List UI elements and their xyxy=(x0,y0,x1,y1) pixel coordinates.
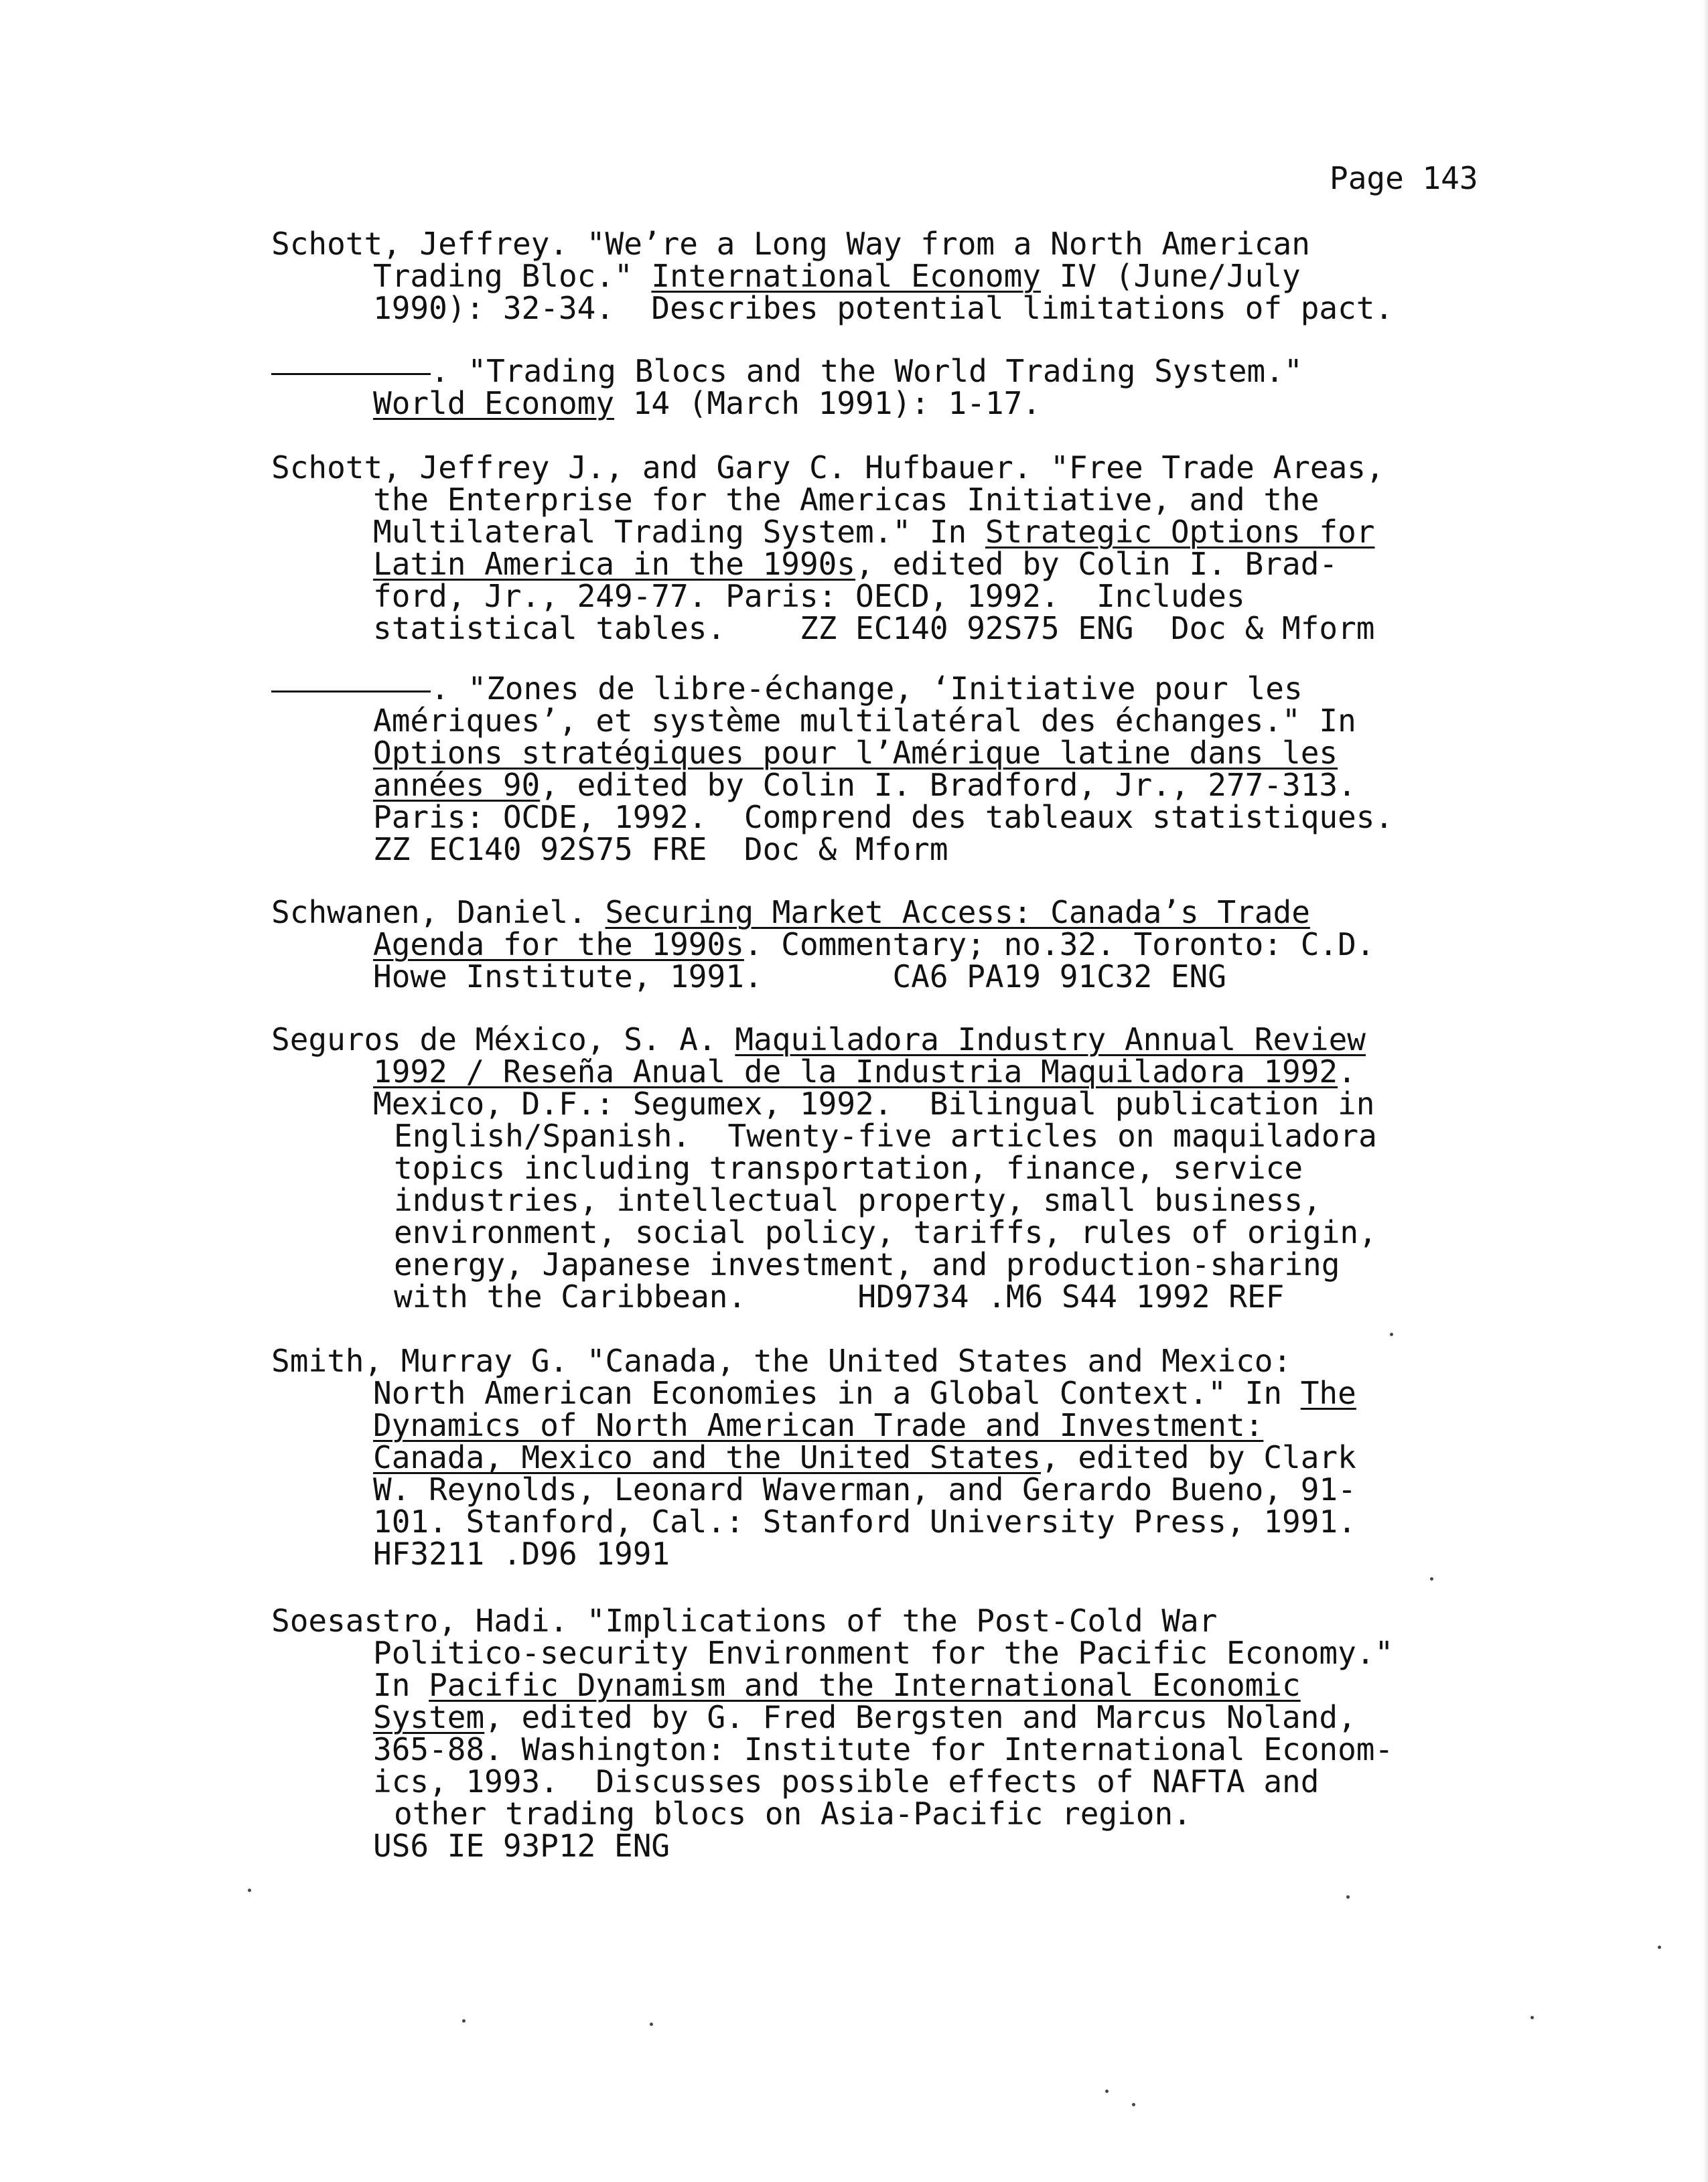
entry-line: Multilateral Trading System." In Strategic Options for xyxy=(373,514,1375,550)
entry-line: the Enterprise for the Americas Initiative, and the xyxy=(373,482,1320,518)
entry-line: topics including transportation, finance, service xyxy=(394,1150,1303,1186)
entry-line: Mexico, D.F.: Segumex, 1992. Bilingual publication in xyxy=(373,1086,1375,1122)
entry-line: Schott, Jeffrey. "We’re a Long Way from a North American xyxy=(271,226,1310,262)
scan-speck xyxy=(1132,2103,1135,2106)
journal-title: World Economy xyxy=(373,385,615,421)
scan-speck xyxy=(248,1889,251,1892)
scan-speck xyxy=(462,2019,466,2023)
entry-line: . "Trading Blocs and the World Trading System." xyxy=(271,355,1517,387)
entry-line: Agenda for the 1990s. Commentary; no.32. Toronto: C.D. xyxy=(373,926,1375,962)
entry-line: années 90, edited by Colin I. Bradford, Jr., 277-313. xyxy=(373,767,1356,803)
book-title: années 90 xyxy=(373,767,541,803)
entry-line: energy, Japanese investment, and production-sharing xyxy=(394,1246,1340,1283)
journal-title: International Economy xyxy=(651,258,1042,294)
bibliography-entry xyxy=(271,672,1517,865)
book-title: Options stratégiques pour l’Amérique latine dans les xyxy=(373,735,1338,771)
book-title: Agenda for the 1990s xyxy=(373,926,744,962)
entry-line: Latin America in the 1990s, edited by Colin I. Brad- xyxy=(373,546,1338,582)
entry-line: industries, intellectual property, small business, xyxy=(394,1182,1322,1218)
entry-line: W. Reynolds, Leonard Waverman, and Gerardo Bueno, 91- xyxy=(373,1471,1356,1508)
book-title: Securing Market Access: Canada’s Trade xyxy=(605,894,1310,930)
bibliography-entry xyxy=(271,451,1517,644)
repeated-author-rule xyxy=(271,373,431,375)
entry-line: World Economy 14 (March 1991): 1-17. xyxy=(373,385,1042,421)
entry-line: ZZ EC140 92S75 FRE Doc & Mform xyxy=(373,831,948,867)
entry-line: Amériques’, et système multilatéral des échanges." In xyxy=(373,703,1356,739)
entry-line: 1992 / Reseña Anual de la Industria Maquiladora 1992. xyxy=(373,1053,1356,1090)
page-number: Page 143 xyxy=(1330,160,1478,196)
book-title: Dynamics of North American Trade and Investment: xyxy=(373,1407,1264,1443)
entry-line: ics, 1993. Discusses possible effects of NAFTA and xyxy=(373,1763,1320,1800)
book-title: 1992 / Reseña Anual de la Industria Maquiladora 1992 xyxy=(373,1053,1338,1090)
entry-line: with the Caribbean. HD9734 .M6 S44 1992 REF xyxy=(394,1279,1285,1315)
bibliography-entry xyxy=(271,896,1517,993)
entry-line: 1990): 32-34. Describes potential limitations of pact. xyxy=(373,290,1394,326)
book-title: System xyxy=(373,1699,485,1735)
entry-line xyxy=(271,1409,1517,1441)
entry-line: Schott, Jeffrey J., and Gary C. Hufbauer. "Free Trade Areas, xyxy=(271,449,1384,486)
entry-line xyxy=(271,737,1517,769)
book-title: Pacific Dynamism and the International Economic xyxy=(429,1667,1301,1703)
entry-line: Soesastro, Hadi. "Implications of the Post-Cold War xyxy=(271,1603,1218,1639)
entry-line: Howe Institute, 1991. CA6 PA19 91C32 ENG xyxy=(373,958,1226,995)
scan-speck xyxy=(1105,2090,1109,2093)
entry-line: HF3211 .D96 1991 xyxy=(373,1536,670,1572)
book-title: The xyxy=(1300,1375,1356,1411)
repeated-author-rule xyxy=(271,690,431,693)
scan-speck xyxy=(1531,2016,1534,2019)
entry-line: Smith, Murray G. "Canada, the United States and Mexico: xyxy=(271,1343,1292,1379)
entry-line: ford, Jr., 249-77. Paris: OECD, 1992. Includes xyxy=(373,578,1245,614)
entry-line: Schwanen, Daniel. Securing Market Access: Canada’s Trade xyxy=(271,894,1310,930)
entry-line: other trading blocs on Asia-Pacific region. xyxy=(394,1796,1192,1832)
scan-edge-shadow xyxy=(1703,0,1708,2182)
entry-line: Canada, Mexico and the United States, edited by Clark xyxy=(373,1439,1356,1475)
bibliography-entry xyxy=(271,1605,1517,1862)
entry-line: 365-88. Washington: Institute for International Econom- xyxy=(373,1731,1394,1767)
entry-line: Politico-security Environment for the Pacific Economy." xyxy=(373,1635,1394,1671)
scan-speck xyxy=(1390,1333,1393,1336)
entry-line: US6 IE 93P12 ENG xyxy=(373,1828,670,1864)
scan-speck xyxy=(1658,1946,1661,1949)
book-title: Maquiladora Industry Annual Review xyxy=(735,1021,1366,1058)
scan-speck xyxy=(1430,1577,1433,1581)
bibliography-entry xyxy=(271,355,1517,419)
bibliography-entry xyxy=(271,1023,1517,1313)
book-title: Latin America in the 1990s xyxy=(373,546,856,582)
entry-line: environment, social policy, tariffs, rules of origin, xyxy=(394,1214,1377,1250)
bibliography-entry xyxy=(271,1345,1517,1570)
entry-line: Seguros de México, S. A. Maquiladora Industry Annual Review xyxy=(271,1021,1366,1058)
scan-speck xyxy=(650,2023,653,2026)
entry-line: System, edited by G. Fred Bergsten and Marcus Noland, xyxy=(373,1699,1356,1735)
entry-line: 101. Stanford, Cal.: Stanford University Press, 1991. xyxy=(373,1504,1356,1540)
entry-line: Paris: OCDE, 1992. Comprend des tableaux statistiques. xyxy=(373,799,1394,835)
entry-line: North American Economies in a Global Context." In The xyxy=(373,1375,1356,1411)
entry-line: statistical tables. ZZ EC140 92S75 ENG Doc & Mform xyxy=(373,610,1375,646)
scan-speck xyxy=(1346,1895,1350,1899)
book-title: Strategic Options for xyxy=(985,514,1375,550)
entry-line: In Pacific Dynamism and the International Economic xyxy=(373,1667,1301,1703)
entry-line: English/Spanish. Twenty-five articles on maquiladora xyxy=(394,1118,1377,1154)
bibliography-entry xyxy=(271,228,1517,324)
entry-line: . "Zones de libre-échange, ‘Initiative pour les xyxy=(271,672,1517,705)
book-title: Canada, Mexico and the United States xyxy=(373,1439,1041,1475)
entry-line: Trading Bloc." International Economy IV (June/July xyxy=(373,258,1301,294)
